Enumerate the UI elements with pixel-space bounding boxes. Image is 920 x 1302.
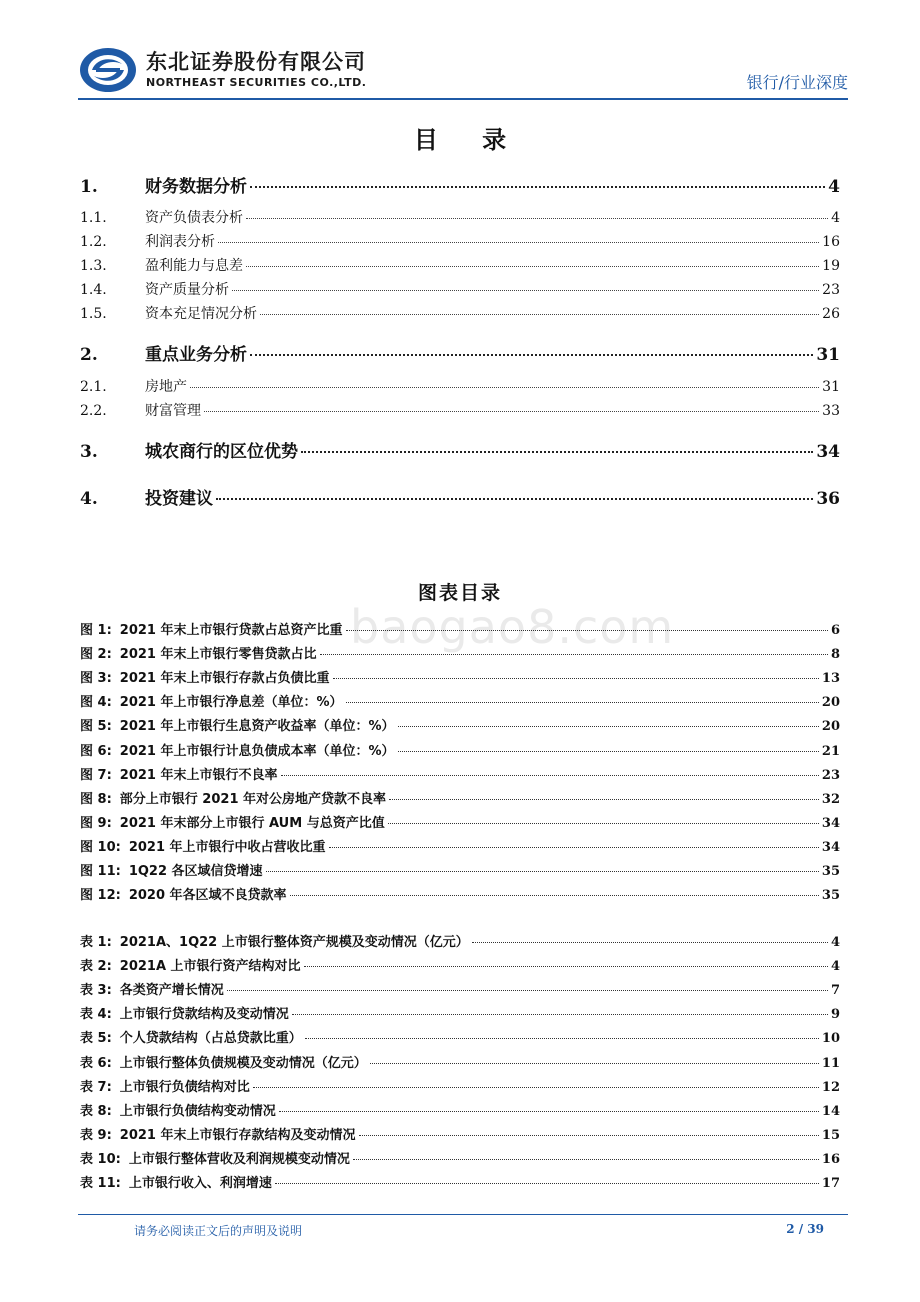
figure-entry-title: 部分上市银行 2021 年对公房地产贷款不良率	[119, 791, 387, 807]
dot-leader	[250, 354, 813, 356]
figure-entry-number: 图 7:	[80, 767, 112, 783]
report-category: 银行/行业深度	[746, 73, 848, 92]
table-entry-title: 上市银行负债结构变动情况	[119, 1103, 276, 1119]
table-entry[interactable]	[80, 931, 840, 950]
dot-leader	[346, 702, 819, 703]
toc-section-entry[interactable]	[80, 172, 840, 197]
toc-subsection-entry[interactable]	[80, 376, 840, 396]
dot-leader	[304, 966, 828, 967]
dot-leader	[281, 775, 819, 776]
toc-entry-number: 1.3.	[80, 258, 107, 274]
figure-entry[interactable]	[80, 860, 840, 879]
toc-entry-number: 1.2.	[80, 234, 107, 250]
toc-entry-page: 26	[822, 306, 840, 322]
figure-entry-title: 2021 年末部分上市银行 AUM 与总资产比值	[119, 815, 385, 831]
dot-leader	[190, 387, 819, 388]
page-header	[78, 40, 848, 98]
northeast-securities-logo-icon	[78, 46, 138, 94]
table-entry-page: 17	[821, 1176, 840, 1191]
footer-disclaimer: 请务必阅读正文后的声明及说明	[134, 1224, 303, 1238]
figure-entry-number: 图 9:	[80, 815, 112, 831]
dot-leader	[253, 1087, 819, 1088]
table-entry-title: 2021 年末上市银行存款结构及变动情况	[119, 1127, 356, 1143]
figure-entry-page: 20	[821, 719, 840, 735]
table-entry[interactable]	[80, 1148, 840, 1167]
figure-entry-page: 32	[821, 791, 840, 807]
toc-section-entry[interactable]	[80, 484, 840, 509]
toc-entry-number: 1.1.	[80, 210, 107, 226]
figure-entry-title: 2021 年末上市银行不良率	[119, 767, 278, 783]
figure-entry-title: 2021 年末上市银行零售贷款占比	[119, 647, 317, 663]
header-divider	[78, 98, 848, 100]
toc-entry-page: 23	[822, 282, 840, 298]
table-entry[interactable]	[80, 1124, 840, 1143]
table-entry-number: 表 8:	[80, 1103, 112, 1119]
figure-entry-number: 图 2:	[80, 647, 112, 663]
dot-leader	[305, 1038, 819, 1039]
dot-leader	[266, 871, 819, 872]
watermark: baogao8.com	[350, 600, 675, 654]
dot-leader	[204, 411, 819, 412]
dot-leader	[227, 990, 828, 991]
figure-entry-page: 34	[821, 815, 840, 831]
figure-entry-title: 2021 年上市银行生息资产收益率（单位：%）	[119, 719, 395, 735]
figure-toc-title: 图表目录	[417, 582, 502, 604]
table-entry-page: 11	[821, 1055, 840, 1071]
toc-subsection-entry[interactable]	[80, 255, 840, 275]
figure-entry[interactable]	[80, 764, 840, 783]
toc-entry-page: 34	[816, 442, 840, 462]
table-entry-number: 表 2:	[80, 959, 112, 975]
table-entry-title: 上市银行收入、利润增速	[128, 1176, 272, 1191]
toc-entry-page: 31	[816, 345, 840, 365]
figure-entry[interactable]	[80, 884, 840, 903]
figure-entry-page: 35	[821, 888, 840, 904]
figure-entry-title: 2021 年上市银行净息差（单位：%）	[119, 695, 343, 711]
figure-entry[interactable]	[80, 740, 840, 759]
toc-entry-number: 1.4.	[80, 282, 107, 298]
table-entry-page: 14	[821, 1103, 840, 1119]
figure-entry-number: 图 1:	[80, 623, 112, 638]
dot-leader	[320, 654, 828, 655]
table-entry-page: 12	[821, 1079, 840, 1095]
table-entry-page: 4	[830, 959, 840, 975]
table-entry-title: 上市银行贷款结构及变动情况	[119, 1007, 289, 1023]
figure-entry-number: 图 8:	[80, 791, 112, 807]
toc-entry-page: 19	[822, 258, 840, 274]
company-name-cn: 东北证券股份有限公司	[146, 50, 366, 74]
figure-entry-title: 2021 年上市银行中收占营收比重	[128, 839, 326, 855]
figure-entry[interactable]	[80, 715, 840, 734]
toc-entry-page: 36	[816, 489, 840, 509]
toc-entry-number: 2.	[80, 345, 98, 365]
dot-leader	[353, 1159, 819, 1160]
toc-entry-number: 1.5.	[80, 306, 107, 322]
toc-entry-page: 31	[822, 379, 840, 395]
figure-entry-number: 图 3:	[80, 671, 112, 687]
toc-subsection-entry[interactable]	[80, 400, 840, 420]
toc-entry-title: 利润表分析	[145, 234, 215, 250]
page-indicator: 2 / 39	[786, 1222, 824, 1236]
table-entry-title: 个人贷款结构（占总贷款比重）	[119, 1031, 302, 1047]
figure-entry-page: 34	[821, 839, 840, 855]
table-entry-number: 表 6:	[80, 1055, 112, 1071]
figure-entry-title: 2020 年各区域不良贷款率	[128, 888, 287, 904]
toc-entry-number: 3.	[80, 442, 98, 462]
toc-entry-number: 4.	[80, 489, 98, 509]
table-entry[interactable]	[80, 1003, 840, 1022]
toc-entry-title: 资产质量分析	[145, 282, 229, 298]
dot-leader	[232, 290, 819, 291]
dot-leader	[260, 314, 819, 315]
figure-entry-number: 图 5:	[80, 719, 112, 735]
toc-entry-page: 16	[822, 234, 840, 250]
table-entry-number: 表 7:	[80, 1079, 112, 1095]
table-entry-page: 9	[830, 1007, 840, 1023]
toc-entry-page: 33	[822, 403, 840, 419]
figure-entry-title: 2021 年末上市银行贷款占总资产比重	[119, 623, 343, 638]
toc-section-entry[interactable]	[80, 437, 840, 462]
figure-entry-page: 35	[821, 864, 840, 879]
dot-leader	[301, 451, 813, 453]
table-entry-number: 表 11:	[80, 1176, 121, 1191]
dot-leader	[250, 186, 825, 188]
toc-entry-title: 资本充足情况分析	[145, 306, 257, 322]
dot-leader	[398, 751, 819, 752]
figure-entry[interactable]	[80, 788, 840, 807]
company-name-en: NORTHEAST SECURITIES CO.,LTD.	[146, 76, 367, 89]
dot-leader	[370, 1063, 819, 1064]
table-entry-page: 4	[830, 935, 840, 950]
toc-entry-number: 2.2.	[80, 403, 107, 419]
toc-subsection-entry[interactable]	[80, 207, 840, 227]
dot-leader	[329, 847, 819, 848]
dot-leader	[292, 1014, 828, 1015]
figure-entry[interactable]	[80, 667, 840, 686]
figure-entry-page: 21	[821, 743, 840, 759]
toc-section-entry[interactable]	[80, 340, 840, 365]
toc-entry-title: 盈利能力与息差	[145, 258, 243, 274]
table-entry-number: 表 10:	[80, 1151, 121, 1167]
figure-entry[interactable]	[80, 691, 840, 710]
table-entry[interactable]	[80, 1052, 840, 1071]
figure-entry-title: 1Q22 各区域信贷增速	[128, 864, 263, 879]
toc-subsection-entry[interactable]	[80, 303, 840, 323]
dot-leader	[246, 266, 819, 267]
table-entry-title: 各类资产增长情况	[119, 983, 224, 999]
table-entry-title: 上市银行负债结构对比	[119, 1079, 250, 1095]
dot-leader	[398, 726, 819, 727]
dot-leader	[389, 799, 819, 800]
figure-entry-page: 6	[830, 623, 840, 638]
dot-leader	[290, 895, 819, 896]
toc-entry-title: 城农商行的区位优势	[145, 442, 298, 462]
toc-subsection-entry[interactable]	[80, 279, 840, 299]
table-entry-title: 2021A 上市银行资产结构对比	[119, 959, 301, 975]
dot-leader	[279, 1111, 819, 1112]
toc-entry-title: 重点业务分析	[145, 345, 247, 365]
dot-leader	[472, 942, 828, 943]
dot-leader	[388, 823, 819, 824]
table-entry-title: 上市银行整体负债规模及变动情况（亿元）	[119, 1055, 367, 1071]
figure-entry-page: 8	[830, 647, 840, 663]
dot-leader	[246, 218, 828, 219]
dot-leader	[216, 498, 813, 500]
table-entry-number: 表 1:	[80, 935, 112, 950]
toc-entry-page: 4	[831, 210, 840, 226]
toc-entry-number: 1.	[80, 177, 98, 197]
dot-leader	[333, 678, 819, 679]
table-entry[interactable]	[80, 1172, 840, 1191]
table-entry[interactable]	[80, 955, 840, 974]
table-entry-title: 上市银行整体营收及利润规模变动情况	[128, 1151, 350, 1167]
figure-entry[interactable]	[80, 619, 840, 638]
table-entry-number: 表 9:	[80, 1127, 112, 1143]
footer-divider	[78, 1214, 848, 1215]
figure-entry-number: 图 6:	[80, 743, 112, 759]
figure-entry[interactable]	[80, 836, 840, 855]
dot-leader	[275, 1183, 819, 1184]
toc-entry-title: 房地产	[145, 379, 187, 395]
figure-entry-title: 2021 年上市银行计息负债成本率（单位：%）	[119, 743, 395, 759]
figure-entry[interactable]	[80, 812, 840, 831]
toc-entry-title: 资产负债表分析	[145, 210, 243, 226]
figure-entry-number: 图 11:	[80, 864, 121, 879]
figure-entry-page: 13	[821, 671, 840, 687]
dot-leader	[359, 1135, 819, 1136]
table-entry-page: 7	[830, 983, 840, 999]
table-entry-number: 表 5:	[80, 1031, 112, 1047]
table-entry[interactable]	[80, 979, 840, 998]
toc-entry-title: 财务数据分析	[145, 177, 247, 197]
table-entry-page: 15	[821, 1127, 840, 1143]
toc-entry-page: 4	[828, 177, 840, 197]
table-entry-page: 10	[821, 1031, 840, 1047]
toc-subsection-entry[interactable]	[80, 231, 840, 251]
figure-entry[interactable]	[80, 643, 840, 662]
figure-entry-title: 2021 年末上市银行存款占负债比重	[119, 671, 330, 687]
table-entry[interactable]	[80, 1027, 840, 1046]
table-entry-number: 表 3:	[80, 983, 112, 999]
figure-entry-page: 23	[821, 767, 840, 783]
figure-entry-number: 图 4:	[80, 695, 112, 711]
figure-entry-number: 图 10:	[80, 839, 121, 855]
figure-entry-page: 20	[821, 695, 840, 711]
table-entry-title: 2021A、1Q22 上市银行整体资产规模及变动情况（亿元）	[119, 935, 469, 950]
toc-entry-title: 财富管理	[145, 403, 201, 419]
table-entry-page: 16	[821, 1151, 840, 1167]
toc-entry-title: 投资建议	[145, 489, 213, 509]
toc-title: 目 录	[413, 125, 525, 154]
toc-entry-number: 2.1.	[80, 379, 107, 395]
dot-leader	[218, 242, 819, 243]
table-entry[interactable]	[80, 1076, 840, 1095]
table-entry-number: 表 4:	[80, 1007, 112, 1023]
dot-leader	[346, 630, 828, 631]
table-entry[interactable]	[80, 1100, 840, 1119]
figure-entry-number: 图 12:	[80, 888, 121, 904]
